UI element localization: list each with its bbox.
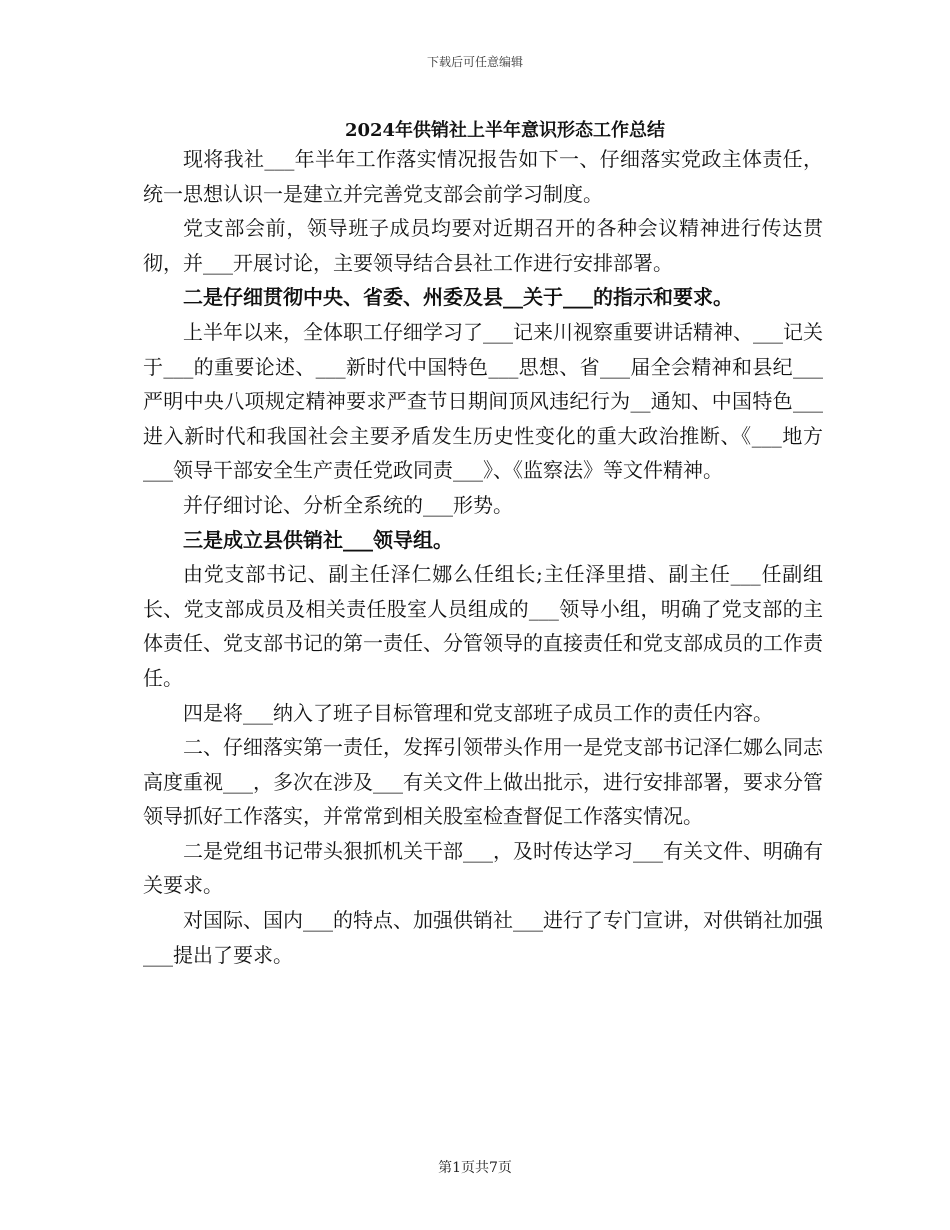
document-title: 2024年供销社上半年意识形态工作总结 — [344, 120, 666, 141]
bold-paragraph: 三是成立县供销社___领导组。 — [183, 527, 453, 552]
paragraph: 二、仔细落实第一责任，发挥引领带头作用一是党支部书记泽仁娜么同志高度重视___，多次在涉及___有关文件上做出批示，进行安排部署，要求分管领导抓好工作落实，并常常到相关股室检查督促工作落实情况。 — [143, 735, 823, 829]
paragraph: 现将我社___年半年工作落实情况报告如下一、仔细落实党政主体责任，统一思想认识一是建立并完善党支部会前学习制度。 — [143, 147, 823, 206]
paragraph: 四是将___纳入了班子目标管理和党支部班子成员工作的责任内容。 — [183, 700, 773, 725]
paragraph: 并仔细讨论、分析全系统的___形势。 — [183, 492, 513, 517]
paragraph: 对国际、国内___的特点、加强供销社___进行了专门宣讲，对供销社加强___提出了要求。 — [143, 908, 823, 967]
page-footer: 第1页共7页 — [438, 1160, 512, 1176]
paragraph: 党支部会前，领导班子成员均要对近期召开的各种会议精神进行传达贯彻，并___开展讨论，主要领导结合县社工作进行安排部署。 — [143, 216, 823, 275]
bold-paragraph: 二是仔细贯彻中央、省委、州委及县__关于___的指示和要求。 — [183, 285, 733, 310]
document-body — [143, 142, 823, 972]
paragraph: 上半年以来，全体职工仔细学习了___记来川视察重要讲话精神、___记关于___的重要论述、___新时代中国特色___思想、省___届全会精神和县纪___严明中央八项规定精神要求严查节日期间顶风违纪行为__通知、中国特色___进入新时代和我国社会主要矛盾发生历史性变化的重大政治推断、《___地方___领导干部安全生产责任党政同责___》、《监察法》等文件精神。 — [143, 319, 823, 483]
paragraph: 二是党组书记带头狠抓机关干部___，及时传达学习___有关文件、明确有关要求。 — [143, 838, 823, 898]
paragraph: 由党支部书记、副主任泽仁娜么任组长;主任泽里措、副主任___任副组长、党支部成员及相关责任股室人员组成的___领导小组，明确了党支部的主体责任、党支部书记的第一责任、分管领导的直接责任和党支部成员的工作责任。 — [143, 562, 823, 690]
header-note: 下载后可任意编辑 — [426, 55, 523, 69]
